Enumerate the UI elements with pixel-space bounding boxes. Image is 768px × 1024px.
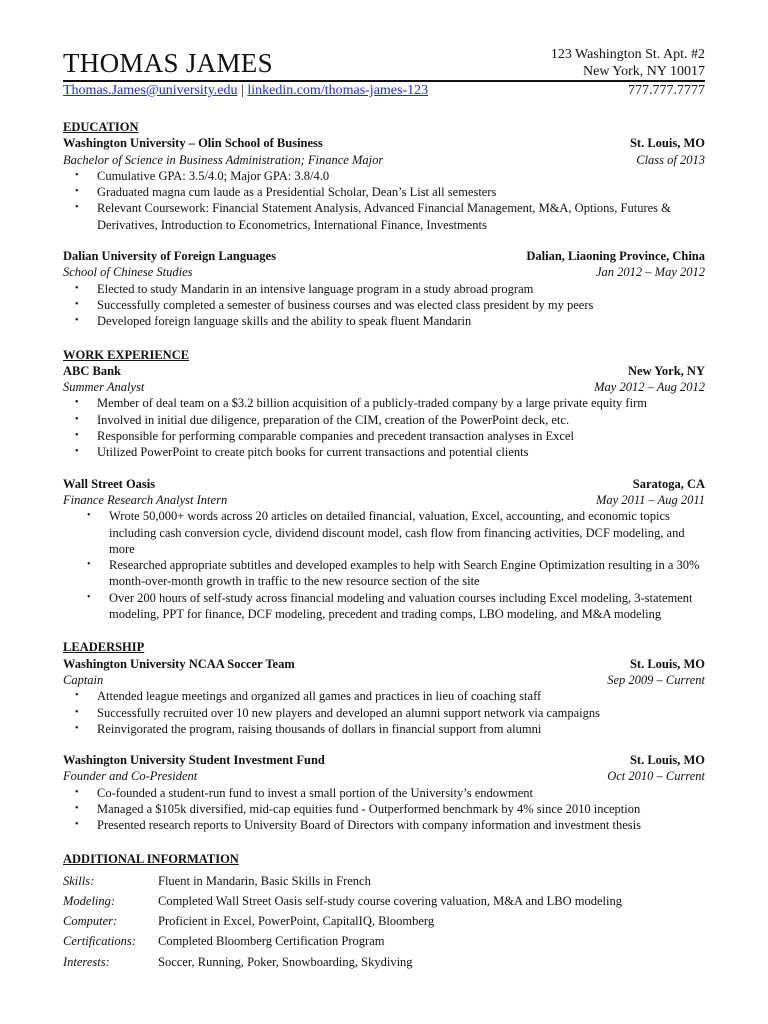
education-section (63, 119, 705, 330)
list-item: • Utilized PowerPoint to create pitch books for current transactions and potential clients (63, 444, 705, 460)
info-label: Computer: (63, 914, 118, 929)
entry-role-row (63, 152, 705, 168)
info-label: Skills: (63, 873, 95, 888)
entry-dates: May 2012 – Aug 2012 (594, 380, 705, 395)
entry-title-row (63, 656, 705, 672)
entry-role-row (63, 379, 705, 395)
section-heading: ADDITIONAL INFORMATION (63, 851, 239, 866)
entry-title-row (63, 752, 705, 768)
info-value: Fluent in Mandarin, Basic Skills in French (158, 873, 371, 888)
entry-dates: Jan 2012 – May 2012 (595, 265, 705, 280)
address-block (551, 46, 705, 80)
leadership-entry (63, 656, 705, 737)
list-item: • Developed foreign language skills and the ability to speak fluent Mandarin (63, 313, 705, 329)
resume-body (63, 119, 705, 972)
list-item: • Elected to study Mandarin in an intensive language program in a study abroad program (63, 281, 705, 297)
section-heading: WORK EXPERIENCE (63, 347, 190, 362)
entry-location: St. Louis, MO (629, 656, 705, 671)
additional-information-section (63, 851, 705, 972)
entry-org: Washington University – Olin School of Business (63, 136, 323, 151)
bullet-list (63, 168, 705, 233)
leadership-entry (63, 752, 705, 833)
entry-title-row (63, 476, 705, 492)
info-row (63, 952, 705, 972)
work-entry (63, 476, 705, 623)
entry-role: Bachelor of Science in Business Administration; Finance Major (63, 152, 384, 167)
address-line-2: New York, NY 10017 (583, 64, 705, 79)
bullet-list (63, 688, 705, 737)
address-line-1: 123 Washington St. Apt. #2 (550, 47, 705, 62)
list-item: • Over 200 hours of self-study across financial modeling and valuation courses including Excel modeling, 3-statement modeling, PPT for finance, DCF modeling, precedent and trading comps, LBO modeling, and M&A modeling (63, 590, 705, 623)
leadership-section (63, 639, 705, 833)
entry-org: Washington University NCAA Soccer Team (63, 656, 295, 671)
contact-separator: | (237, 83, 248, 98)
entry-role: Finance Research Analyst Intern (63, 492, 228, 507)
list-item: • Member of deal team on a $3.2 billion acquisition of a publicly-traded company by a large private equity firm (63, 395, 705, 411)
email-link[interactable]: Thomas.James@university.edu (63, 83, 238, 98)
candidate-name: THOMAS JAMES (63, 48, 273, 78)
entry-location: St. Louis, MO (629, 753, 705, 768)
list-item: • Responsible for performing comparable companies and precedent transaction analyses in Excel (63, 428, 705, 444)
list-item: • Presented research reports to University Board of Directors with company information and investment thesis (63, 817, 705, 833)
entry-org: Dalian University of Foreign Languages (63, 249, 276, 264)
entry-role-row (63, 264, 705, 280)
info-label: Certifications: (63, 934, 136, 949)
list-item: • Graduated magna cum laude as a Presidential Scholar, Dean’s List all semesters (63, 184, 705, 200)
info-value: Completed Bloomberg Certification Program (158, 934, 385, 949)
entry-role: School of Chinese Studies (63, 265, 193, 280)
entry-title-row (63, 248, 705, 264)
list-item: • Researched appropriate subtitles and developed examples to help with Search Engine Optimization resulting in a 30% month-over-month growth in traffic to the new resource section of the site (63, 557, 705, 590)
entry-title-row (63, 135, 705, 151)
bullet-list (63, 508, 705, 622)
info-row (63, 911, 705, 931)
info-value: Soccer, Running, Poker, Snowboarding, Skydiving (158, 954, 413, 969)
entry-dates: Oct 2010 – Current (607, 769, 705, 784)
entry-location: Saratoga, CA (632, 476, 705, 491)
info-value: Proficient in Excel, PowerPoint, CapitalIQ, Bloomberg (158, 914, 435, 929)
entry-role-row (63, 672, 705, 688)
entry-location: Dalian, Liaoning Province, China (526, 249, 705, 264)
entry-dates: May 2011 – Aug 2011 (595, 492, 705, 507)
list-item: • Involved in initial due diligence, preparation of the CIM, creation of the PowerPoint deck, etc. (63, 412, 705, 428)
list-item: • Wrote 50,000+ words across 20 articles on detailed financial, valuation, Excel, accounting, and economic topics including cash conversion cycle, dividend discount model, cash flow from financing activities, DCF modeling, and more (63, 508, 705, 557)
phone-number: 777.777.7777 (628, 83, 705, 98)
bullet-list (63, 395, 705, 460)
education-entry (63, 248, 705, 329)
entry-dates: Class of 2013 (636, 152, 705, 167)
info-label: Modeling: (63, 894, 116, 909)
bullet-list (63, 281, 705, 330)
section-heading: LEADERSHIP (63, 640, 145, 655)
entry-dates: Sep 2009 – Current (607, 672, 705, 687)
bullet-list (63, 785, 705, 834)
entry-org: ABC Bank (63, 363, 122, 378)
info-row (63, 871, 705, 891)
additional-info-table (63, 871, 705, 972)
entry-location: New York, NY (628, 363, 705, 378)
contact-line (63, 82, 705, 99)
linkedin-link[interactable]: linkedin.com/thomas-james-123 (247, 83, 429, 98)
list-item: • Successfully recruited over 10 new players and developed an alumni support network via campaigns (63, 705, 705, 721)
info-row (63, 931, 705, 951)
entry-org: Wall Street Oasis (63, 476, 156, 491)
section-heading: EDUCATION (63, 120, 139, 134)
info-label: Interests: (63, 954, 110, 969)
entry-title-row (63, 363, 705, 379)
entry-role: Summer Analyst (63, 380, 145, 395)
entry-org: Washington University Student Investment Fund (63, 753, 325, 768)
list-item: • Successfully completed a semester of business courses and was elected class president by my peers (63, 297, 705, 313)
list-item: • Cumulative GPA: 3.5/4.0; Major GPA: 3.8/4.0 (63, 168, 705, 184)
list-item: • Reinvigorated the program, raising thousands of dollars in financial support from alumni (63, 721, 705, 737)
info-value: Completed Wall Street Oasis self-study course covering valuation, M&A and LBO modeling (158, 894, 622, 909)
list-item: • Co-founded a student-run fund to invest a small portion of the University’s endowment (63, 785, 705, 801)
work-entry (63, 363, 705, 461)
entry-role: Captain (63, 672, 104, 687)
info-row (63, 891, 705, 911)
list-item: • Attended league meetings and organized all games and practices in lieu of coaching staff (63, 688, 705, 704)
list-item: • Relevant Coursework: Financial Statement Analysis, Advanced Financial Management, M&A, Options, Futures & Derivatives, Introduction to Econometrics, International Finance, Investments (63, 200, 705, 233)
list-item: • Managed a $105k diversified, mid-cap equities fund - Outperformed benchmark by 4% since 2010 inception (63, 801, 705, 817)
entry-role-row (63, 492, 705, 508)
education-entry (63, 135, 705, 233)
work-experience-section (63, 347, 705, 623)
entry-role-row (63, 768, 705, 784)
entry-role: Founder and Co-President (63, 769, 198, 784)
entry-location: St. Louis, MO (629, 136, 705, 151)
